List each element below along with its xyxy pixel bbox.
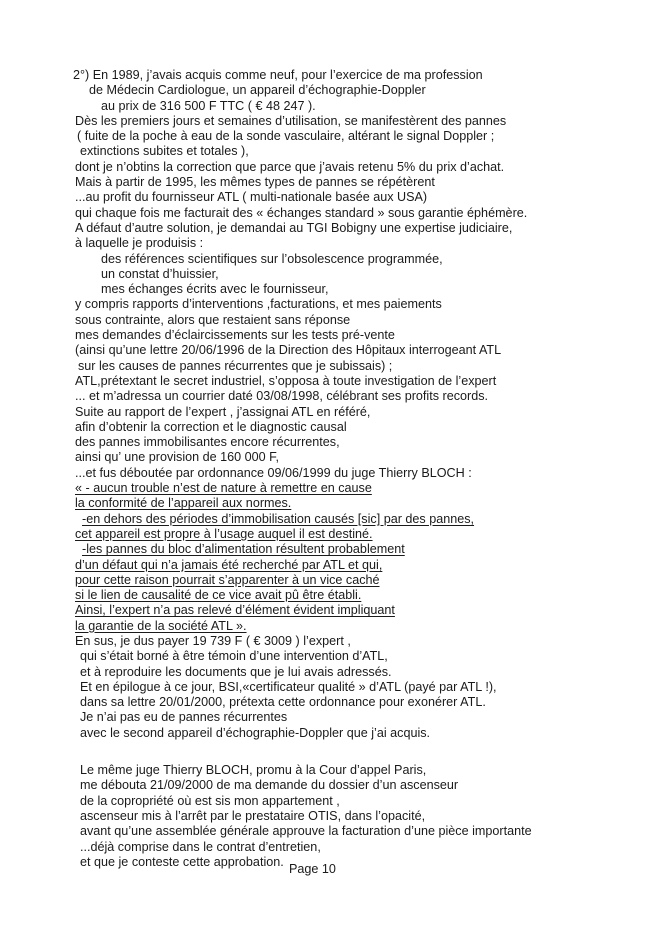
text-line: extinctions subites et totales ), <box>80 144 249 159</box>
text-line: Je n’ai pas eu de pannes récurrentes <box>80 710 288 725</box>
text-line: et à reproduire les documents que je lui avais adressés. <box>80 664 392 679</box>
text-line: et que je conteste cette approbation. <box>80 854 284 869</box>
text-line: ATL,prétextant le secret industriel, s’opposa à toute investigation de l’expert <box>75 373 497 388</box>
quoted-ruling-line: cet appareil est propre à l’usage auquel il est destiné. <box>75 526 373 541</box>
quoted-ruling-line: la garantie de la société ATL ». <box>75 618 247 633</box>
text-line: dans sa lettre 20/01/2000, prétexta cette ordonnance pour exonérer ATL. <box>80 695 486 710</box>
text-line: à laquelle je produisis : <box>75 236 204 251</box>
text-line: En sus, je dus payer 19 739 F ( € 3009 ) l’expert , <box>75 633 351 648</box>
text-line: Dès les premiers jours et semaines d’utilisation, se manifestèrent des pannes <box>75 113 507 128</box>
text-line: qui s’était borné à être témoin d’une intervention d’ATL, <box>80 649 388 664</box>
text-line: ...au profit du fournisseur ATL ( multi-nationale basée aux USA) <box>75 190 428 205</box>
text-line: avec le second appareil d’échographie-Doppler que j’ai acquis. <box>80 725 431 740</box>
text-line: ...déjà comprise dans le contrat d’entretien, <box>80 839 321 854</box>
quoted-ruling-line: Ainsi, l’expert n’a pas relevé d’élément évident impliquant <box>75 603 395 618</box>
text-line: avant qu’une assemblée générale approuve la facturation d’une pièce importante <box>80 824 532 839</box>
text-line: de Médecin Cardiologue, un appareil d’échographie-Doppler <box>89 83 426 98</box>
page-number: Page 10 <box>289 862 336 876</box>
quoted-ruling-line: si le lien de causalité de ce vice avait pû être établi. <box>75 588 362 603</box>
text-line: (ainsi qu’une lettre 20/06/1996 de la Direction des Hôpitaux interrogeant ATL <box>75 343 502 358</box>
quoted-ruling-line: -en dehors des périodes d’immobilisation causés [sic] par des pannes, <box>82 511 475 526</box>
text-line: sous contrainte, alors que restaient sans réponse <box>75 312 351 327</box>
quoted-ruling-line: la conformité de l’appareil aux normes. <box>75 496 292 511</box>
text-line: dont je n’obtins la correction que parce que j’avais retenu 5% du prix d’achat. <box>75 159 505 174</box>
quoted-ruling-line: « - aucun trouble n’est de nature à remettre en cause <box>75 481 372 496</box>
paragraph-gap <box>0 741 661 763</box>
text-line: ainsi qu’ une provision de 160 000 F, <box>75 450 279 465</box>
text-line: sur les causes de pannes récurrentes que je subissais) ; <box>78 358 393 373</box>
text-line: des références scientifiques sur l’obsolescence programmée, <box>101 251 443 266</box>
quoted-ruling-line: -les pannes du bloc d’alimentation résultent probablement <box>82 542 405 557</box>
text-line: Suite au rapport de l’expert , j’assignai ATL en référé, <box>75 404 371 419</box>
text-line: mes échanges écrits avec le fournisseur, <box>101 282 329 297</box>
text-line: de la copropriété où est sis mon appartement , <box>80 793 340 808</box>
text-line: afin d’obtenir la correction et le diagnostic causal <box>75 419 347 434</box>
text-line: me débouta 21/09/2000 de ma demande du dossier d’un ascenseur <box>80 778 459 793</box>
text-line: au prix de 316 500 F TTC ( € 48 247 ). <box>101 98 316 113</box>
text-line: ascenseur mis à l’arrêt par le prestataire OTIS, dans l’opacité, <box>80 808 426 823</box>
text-line: 2°) En 1989, j’avais acquis comme neuf, pour l’exercice de ma profession <box>73 68 483 82</box>
text-line: Mais à partir de 1995, les mêmes types de pannes se répétèrent <box>75 175 435 190</box>
text-line: A défaut d’autre solution, je demandai au TGI Bobigny une expertise judiciaire, <box>75 220 513 235</box>
text-line: y compris rapports d’interventions ,facturations, et mes paiements <box>75 297 442 312</box>
text-line: un constat d’huissier, <box>101 266 219 281</box>
text-line: qui chaque fois me facturait des « échanges standard » sous garantie éphémère. <box>75 205 528 220</box>
text-line: mes demandes d’éclaircissements sur les tests pré-vente <box>75 328 395 343</box>
text-line: Et en épilogue à ce jour, BSI,«certificateur qualité » d’ATL (payé par ATL !), <box>80 679 497 694</box>
text-line: Le même juge Thierry BLOCH, promu à la Cour d’appel Paris, <box>80 763 427 778</box>
quoted-ruling-line: d’un défaut qui n’a jamais été recherché par ATL et qui, <box>75 557 383 572</box>
text-line: ( fuite de la poche à eau de la sonde vasculaire, altérant le signal Doppler ; <box>77 129 495 144</box>
text-line: ... et m’adressa un courrier daté 03/08/1998, célébrant ses profits records. <box>75 389 489 404</box>
letter-body <box>0 68 661 870</box>
text-line: ...et fus déboutée par ordonnance 09/06/1999 du juge Thierry BLOCH : <box>75 465 472 480</box>
text-line: des pannes immobilisantes encore récurrentes, <box>75 435 340 450</box>
quoted-ruling-line: pour cette raison pourrait s’apparenter à un vice caché <box>75 572 380 587</box>
